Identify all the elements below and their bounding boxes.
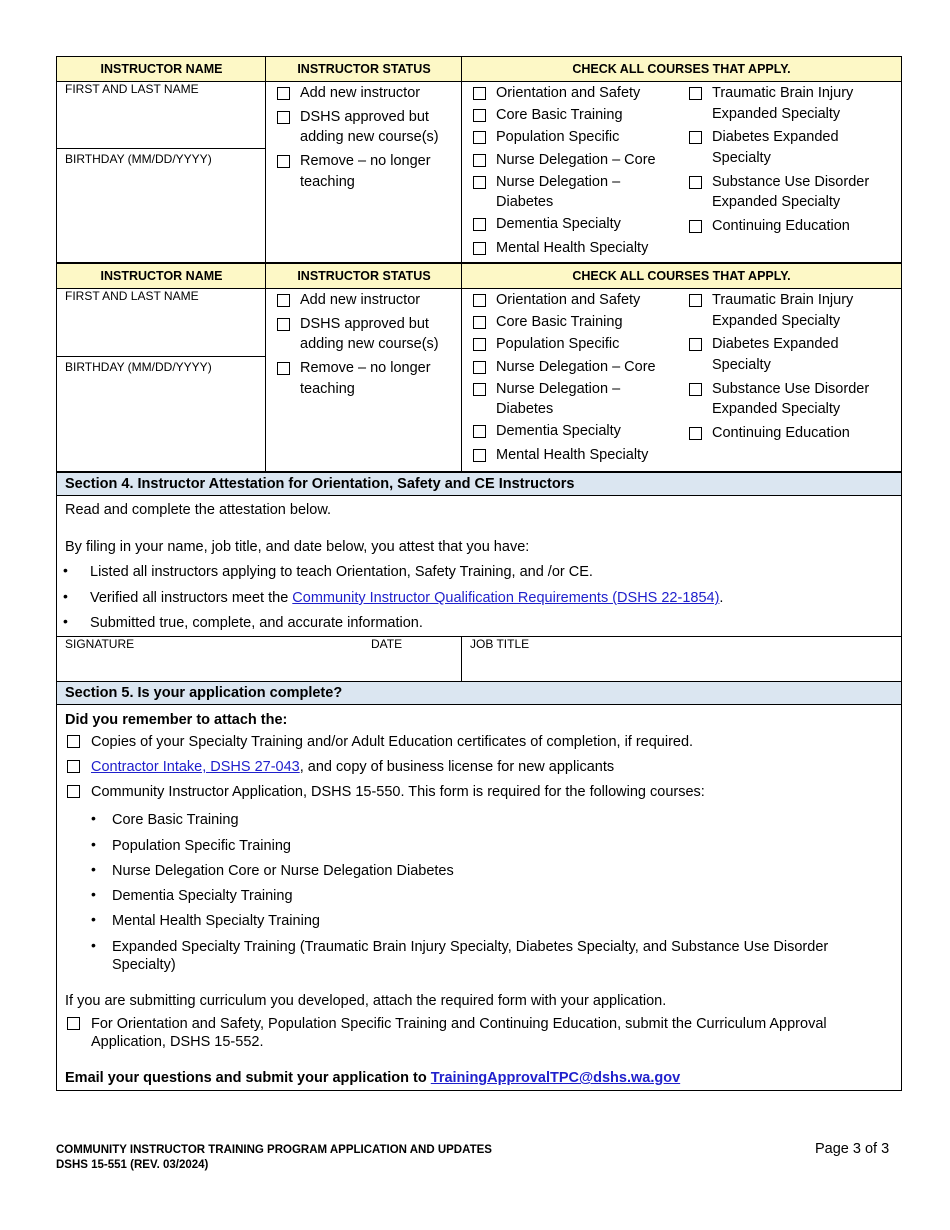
course-bullet: Mental Health Specialty Training: [112, 913, 320, 929]
instructor-block-1: [56, 56, 902, 264]
course-label: Nurse Delegation –: [496, 381, 621, 397]
attach-certificates-label: Copies of your Specialty Training and/or Adult Education certificates of completion, if required.: [91, 734, 694, 750]
course-bullet: Nurse Delegation Core or Nurse Delegation Diabetes: [112, 863, 454, 879]
course-label: Population Specific: [496, 336, 620, 352]
course-label: Diabetes: [496, 194, 554, 210]
status-option-label: teaching: [300, 381, 355, 397]
course-label: Expanded Specialty: [712, 313, 841, 329]
course-label: Dementia Specialty: [496, 216, 621, 232]
course-label: Continuing Education: [712, 218, 850, 234]
attach-contractor-intake-checkbox[interactable]: [67, 760, 80, 773]
course-dementia-checkbox[interactable]: [473, 425, 486, 438]
attach-curriculum-approval-checkbox[interactable]: [67, 1017, 80, 1030]
course-label: Dementia Specialty: [496, 423, 621, 439]
course-core-basic-checkbox[interactable]: [473, 109, 486, 122]
attach-instructor-application-checkbox[interactable]: [67, 785, 80, 798]
section-4-intro: Read and complete the attestation below.: [65, 502, 332, 518]
course-label: Core Basic Training: [496, 107, 623, 123]
course-continuing-ed-checkbox[interactable]: [689, 427, 702, 440]
course-population-specific-checkbox[interactable]: [473, 131, 486, 144]
course-bullet-expanded: Expanded Specialty Training (Traumatic Brain Injury Specialty, Diabetes Specialty, and Substance Use Disorder: [112, 939, 829, 955]
sections-frame: [56, 471, 902, 1091]
section-5-title: Section 5. Is your application complete?: [57, 681, 901, 705]
status-dshs-approved-checkbox[interactable]: [277, 111, 290, 124]
status-option-label: adding new course(s): [300, 129, 439, 145]
course-mental-health-checkbox[interactable]: [473, 242, 486, 255]
course-core-basic-checkbox[interactable]: [473, 316, 486, 329]
course-label: Orientation and Safety: [496, 85, 641, 101]
course-nurse-diabetes-checkbox[interactable]: [473, 176, 486, 189]
instructor-block-2: [56, 264, 902, 472]
course-population-specific-checkbox[interactable]: [473, 338, 486, 351]
course-tbi-checkbox[interactable]: [689, 294, 702, 307]
course-label: Specialty: [712, 357, 771, 373]
course-mental-health-checkbox[interactable]: [473, 449, 486, 462]
course-substance-use-checkbox[interactable]: [689, 176, 702, 189]
date-label: DATE: [371, 637, 403, 651]
status-dshs-approved-checkbox[interactable]: [277, 318, 290, 331]
course-label: Diabetes Expanded: [712, 336, 839, 352]
status-option-label: Remove – no longer: [300, 360, 431, 376]
course-nurse-diabetes-checkbox[interactable]: [473, 383, 486, 396]
first-last-name-label: FIRST AND LAST NAME: [65, 289, 199, 303]
status-option-label: DSHS approved but: [300, 316, 429, 332]
bullet: •: [63, 562, 68, 578]
birthday-label: BIRTHDAY (MM/DD/YYYY): [65, 360, 212, 374]
course-label: Expanded Specialty: [712, 194, 841, 210]
bullet: •: [91, 911, 96, 927]
course-dementia-checkbox[interactable]: [473, 218, 486, 231]
course-label: Expanded Specialty: [712, 106, 841, 122]
signature-label: SIGNATURE: [65, 637, 135, 651]
status-option-label: adding new course(s): [300, 336, 439, 352]
course-bullet: Core Basic Training: [112, 812, 239, 828]
attest-bullet-1: Listed all instructors applying to teach Orientation, Safety Training, and /or CE.: [90, 564, 593, 580]
course-bullet: Dementia Specialty Training: [112, 888, 293, 904]
course-orientation-checkbox[interactable]: [473, 294, 486, 307]
course-label: Nurse Delegation – Core: [496, 152, 656, 168]
bullet: •: [91, 836, 96, 852]
instructor-name-header: INSTRUCTOR NAME: [57, 264, 266, 289]
section-4-title: Section 4. Instructor Attestation for Orientation, Safety and CE Instructors: [57, 472, 901, 496]
contractor-intake-text: , and copy of business license for new applicants: [299, 759, 615, 775]
course-label: Nurse Delegation –: [496, 174, 621, 190]
footer-form-title: COMMUNITY INSTRUCTOR TRAINING PROGRAM APPLICATION AND UPDATES: [56, 1144, 492, 1156]
course-diabetes-expanded-checkbox[interactable]: [689, 338, 702, 351]
job-title-input[interactable]: [465, 652, 899, 678]
course-nurse-core-checkbox[interactable]: [473, 154, 486, 167]
course-diabetes-expanded-checkbox[interactable]: [689, 131, 702, 144]
curriculum-approval-label: Application, DSHS 15-552.: [91, 1034, 264, 1050]
status-add-new-checkbox[interactable]: [277, 87, 290, 100]
first-last-name-input[interactable]: [59, 97, 263, 145]
status-option-label: teaching: [300, 174, 355, 190]
status-option-label: Add new instructor: [300, 292, 421, 308]
course-bullet: Population Specific Training: [112, 838, 291, 854]
course-label: Specialty: [712, 150, 771, 166]
course-orientation-checkbox[interactable]: [473, 87, 486, 100]
email-instructions: [65, 1069, 680, 1087]
date-input[interactable]: [369, 652, 459, 678]
email-link[interactable]: TrainingApprovalTPC@dshs.wa.gov: [430, 1070, 681, 1086]
bullet: •: [63, 613, 68, 629]
course-label: Substance Use Disorder: [712, 174, 870, 190]
first-last-name-label: FIRST AND LAST NAME: [65, 82, 199, 96]
course-substance-use-checkbox[interactable]: [689, 383, 702, 396]
courses-header: CHECK ALL COURSES THAT APPLY.: [462, 264, 901, 289]
qualification-requirements-link[interactable]: Community Instructor Qualification Requirements (DSHS 22-1854): [292, 590, 720, 606]
courses-header: CHECK ALL COURSES THAT APPLY.: [462, 57, 901, 82]
course-label: Mental Health Specialty: [496, 447, 649, 463]
course-nurse-core-checkbox[interactable]: [473, 361, 486, 374]
attach-instructor-application-label: Community Instructor Application, DSHS 15-550. This form is required for the following courses:: [91, 784, 705, 800]
attest-bullet-2-end: .: [719, 590, 724, 606]
course-continuing-ed-checkbox[interactable]: [689, 220, 702, 233]
birthday-input[interactable]: [59, 167, 263, 259]
bullet: •: [91, 810, 96, 826]
status-remove-checkbox[interactable]: [277, 155, 290, 168]
course-label: Substance Use Disorder: [712, 381, 870, 397]
course-label: Diabetes: [496, 401, 554, 417]
status-option-label: Add new instructor: [300, 85, 421, 101]
attest-bullet-2: [90, 589, 723, 607]
bullet: •: [91, 886, 96, 902]
course-label: Population Specific: [496, 129, 620, 145]
curriculum-note: If you are submitting curriculum you developed, attach the required form with your application.: [65, 993, 667, 1009]
birthday-label: BIRTHDAY (MM/DD/YYYY): [65, 152, 212, 166]
status-option-label: DSHS approved but: [300, 109, 429, 125]
course-label: Expanded Specialty: [712, 401, 841, 417]
attach-certificates-checkbox[interactable]: [67, 735, 80, 748]
course-label: Diabetes Expanded: [712, 129, 839, 145]
footer-form-number: DSHS 15-551 (REV. 03/2024): [56, 1159, 209, 1171]
signature-input[interactable]: [59, 652, 365, 678]
instructor-status-header: INSTRUCTOR STATUS: [266, 57, 462, 82]
section-5-remember: Did you remember to attach the:: [65, 712, 288, 728]
bullet: •: [63, 588, 68, 604]
email-instructions-text: Email your questions and submit your application to: [65, 1070, 431, 1086]
course-bullet-expanded: Specialty): [112, 957, 176, 973]
contractor-intake-link[interactable]: Contractor Intake, DSHS 27-043: [91, 759, 300, 775]
attest-bullet-2-text: Verified all instructors meet the: [90, 590, 293, 606]
course-label: Core Basic Training: [496, 314, 623, 330]
instructor-name-header: INSTRUCTOR NAME: [57, 57, 266, 82]
attest-bullet-3: Submitted true, complete, and accurate information.: [90, 615, 423, 631]
course-label: Traumatic Brain Injury: [712, 292, 854, 308]
first-last-name-input[interactable]: [59, 304, 263, 352]
course-tbi-checkbox[interactable]: [689, 87, 702, 100]
status-add-new-checkbox[interactable]: [277, 294, 290, 307]
footer-page-number: Page 3 of 3: [815, 1141, 890, 1157]
bullet: •: [91, 937, 96, 953]
curriculum-approval-label: For Orientation and Safety, Population Specific Training and Continuing Education, submit the Curriculum Approval: [91, 1016, 827, 1032]
course-label: Nurse Delegation – Core: [496, 359, 656, 375]
status-option-label: Remove – no longer: [300, 153, 431, 169]
attach-contractor-intake-label: [91, 758, 614, 776]
course-label: Traumatic Brain Injury: [712, 85, 854, 101]
status-remove-checkbox[interactable]: [277, 362, 290, 375]
birthday-input[interactable]: [59, 375, 263, 467]
course-label: Continuing Education: [712, 425, 850, 441]
course-label: Orientation and Safety: [496, 292, 641, 308]
section-4-lead: By filing in your name, job title, and date below, you attest that you have:: [65, 539, 530, 555]
bullet: •: [91, 861, 96, 877]
job-title-label: JOB TITLE: [470, 637, 530, 651]
instructor-status-header: INSTRUCTOR STATUS: [266, 264, 462, 289]
course-label: Mental Health Specialty: [496, 240, 649, 256]
